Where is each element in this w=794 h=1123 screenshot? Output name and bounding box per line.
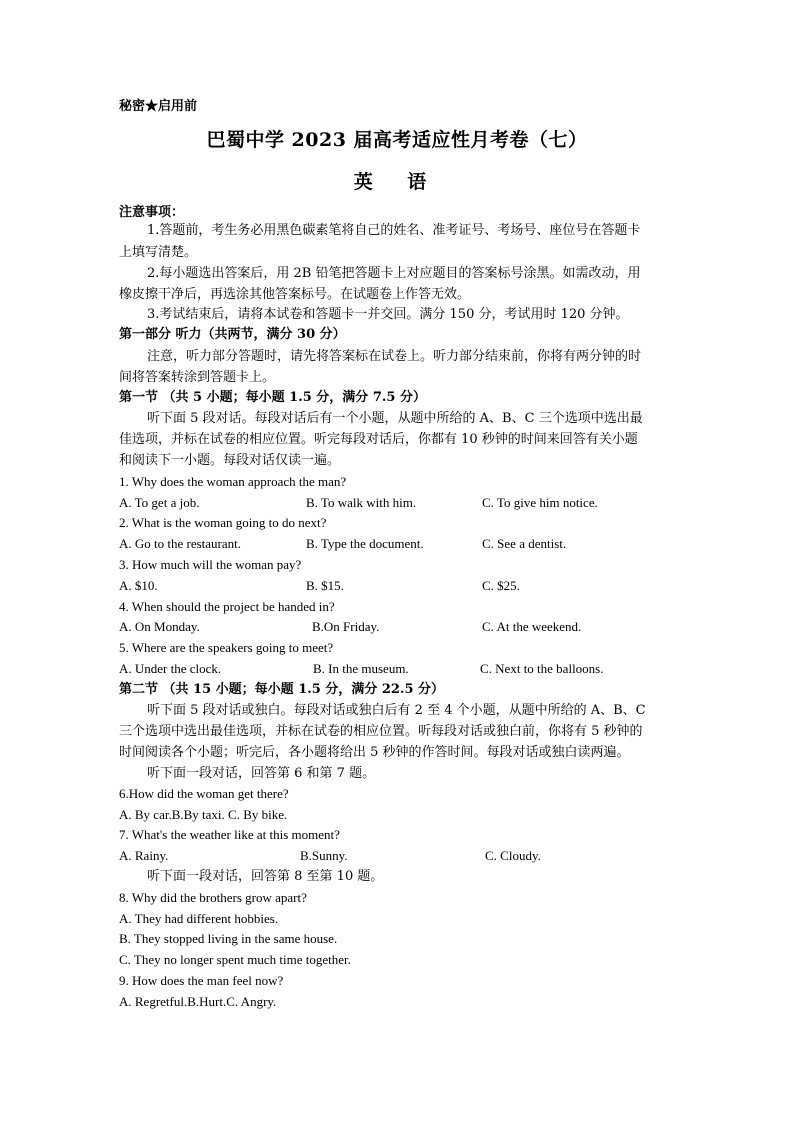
question-text: 1. Why does the woman approach the man? bbox=[119, 474, 347, 489]
subject-title: 英 语 bbox=[353, 171, 441, 193]
section2-intro: 时间阅读各个小题；听完后，各小题将给出 5 秒钟的作答时间。每段对话或独白读两遍。 bbox=[119, 745, 630, 760]
option-c: C. See a dentist. bbox=[482, 536, 567, 551]
section2-intro: 三个选项中选出最佳选项，并标在试卷的相应位置。听每段对话或独白前，你将有 5 秒钟的 bbox=[119, 724, 643, 739]
option-b: B. To walk with him. bbox=[306, 495, 417, 510]
option-a: A. To get a job. bbox=[119, 495, 200, 510]
option-c: C. They no longer spent much time together. bbox=[119, 952, 351, 967]
option-c: C. At the weekend. bbox=[482, 619, 582, 634]
notice-line: 橡皮擦干净后，再选涂其他答案标号。在试题卷上作答无效。 bbox=[119, 287, 471, 302]
question-text: 7. What's the weather like at this moment? bbox=[119, 827, 340, 842]
option-b: B. $15. bbox=[306, 578, 344, 593]
option-b: B. Type the document. bbox=[306, 536, 424, 551]
option-b: B.Sunny. bbox=[300, 848, 348, 863]
option-b: B. In the museum. bbox=[313, 661, 409, 676]
option-a: A. Rainy. bbox=[119, 848, 169, 863]
question-text: 5. Where are the speakers going to meet? bbox=[119, 640, 334, 655]
dialog-instruction: 听下面一段对话，回答第 6 和第 7 题。 bbox=[147, 766, 376, 781]
option-c: C. To give him notice. bbox=[482, 495, 598, 510]
option-a: A. On Monday. bbox=[119, 619, 200, 634]
secret-label: 秘密★启用前 bbox=[119, 99, 198, 114]
section1-intro: 听下面 5 段对话。每段对话后有一个小题，从题中所给的 A、B、C 三个选项中选出最 bbox=[147, 411, 643, 426]
notice-line: 2.每小题选出答案后，用 2B 铅笔把答题卡上对应题目的答案标号涂黑。如需改动，用 bbox=[147, 266, 641, 281]
option-line: A. Regretful.B.Hurt.C. Angry. bbox=[119, 994, 277, 1009]
notice-line: 1.答题前，考生务必用黑色碳素笔将自己的姓名、准考证号、考场号、座位号在答题卡 bbox=[147, 223, 641, 238]
notice-heading: 注意事项： bbox=[119, 205, 185, 220]
question-text: 9. How does the man feel now? bbox=[119, 973, 284, 988]
option-b: B. They stopped living in the same house. bbox=[119, 931, 338, 946]
question-text: 4. When should the project be handed in? bbox=[119, 599, 335, 614]
question-text: 8. Why did the brothers grow apart? bbox=[119, 890, 307, 905]
part1-intro: 注意，听力部分答题时，请先将答案标在试卷上。听力部分结束前，你将有两分钟的时 bbox=[147, 349, 642, 364]
exam-title: 巴蜀中学 2023 届高考适应性月考卷（七） bbox=[206, 129, 588, 151]
section1-heading: 第一节 （共 5 小题；每小题 1.5 分，满分 7.5 分） bbox=[119, 390, 426, 405]
option-a: A. They had different hobbies. bbox=[119, 911, 279, 926]
section1-intro: 和阅读下一小题。每段对话仅读一遍。 bbox=[119, 453, 341, 468]
option-a: A. Go to the restaurant. bbox=[119, 536, 242, 551]
question-text: 2. What is the woman going to do next? bbox=[119, 515, 327, 530]
dialog-instruction: 听下面一段对话，回答第 8 至第 10 题。 bbox=[147, 869, 384, 884]
section1-intro: 佳选项，并标在试卷的相应位置。听完每段对话后，你都有 10 秒钟的时间来回答有关小题 bbox=[119, 432, 638, 447]
option-c: C. $25. bbox=[482, 578, 520, 593]
option-a: A. $10. bbox=[119, 578, 158, 593]
option-a: A. Under the clock. bbox=[119, 661, 222, 676]
question-text: 6.How did the woman get there? bbox=[119, 786, 289, 801]
option-c: C. Next to the balloons. bbox=[480, 661, 604, 676]
option-line: A. By car.B.By taxi. C. By bike. bbox=[119, 807, 288, 822]
notice-line: 上填写清楚。 bbox=[119, 245, 198, 260]
notice-line: 3.考试结束后，请将本试卷和答题卡一并交回。满分 150 分，考试用时 120 分钟。 bbox=[147, 307, 629, 322]
option-c: C. Cloudy. bbox=[485, 848, 541, 863]
section2-intro: 听下面 5 段对话或独白。每段对话或独白后有 2 至 4 个小题，从题中所给的 A、B、C bbox=[147, 703, 646, 718]
part1-heading: 第一部分 听力（共两节，满分 30 分） bbox=[119, 327, 346, 342]
question-text: 3. How much will the woman pay? bbox=[119, 557, 302, 572]
option-b: B.On Friday. bbox=[312, 619, 380, 634]
section2-heading: 第二节 （共 15 小题；每小题 1.5 分，满分 22.5 分） bbox=[119, 682, 445, 697]
part1-intro: 间将答案转涂到答题卡上。 bbox=[119, 370, 276, 385]
